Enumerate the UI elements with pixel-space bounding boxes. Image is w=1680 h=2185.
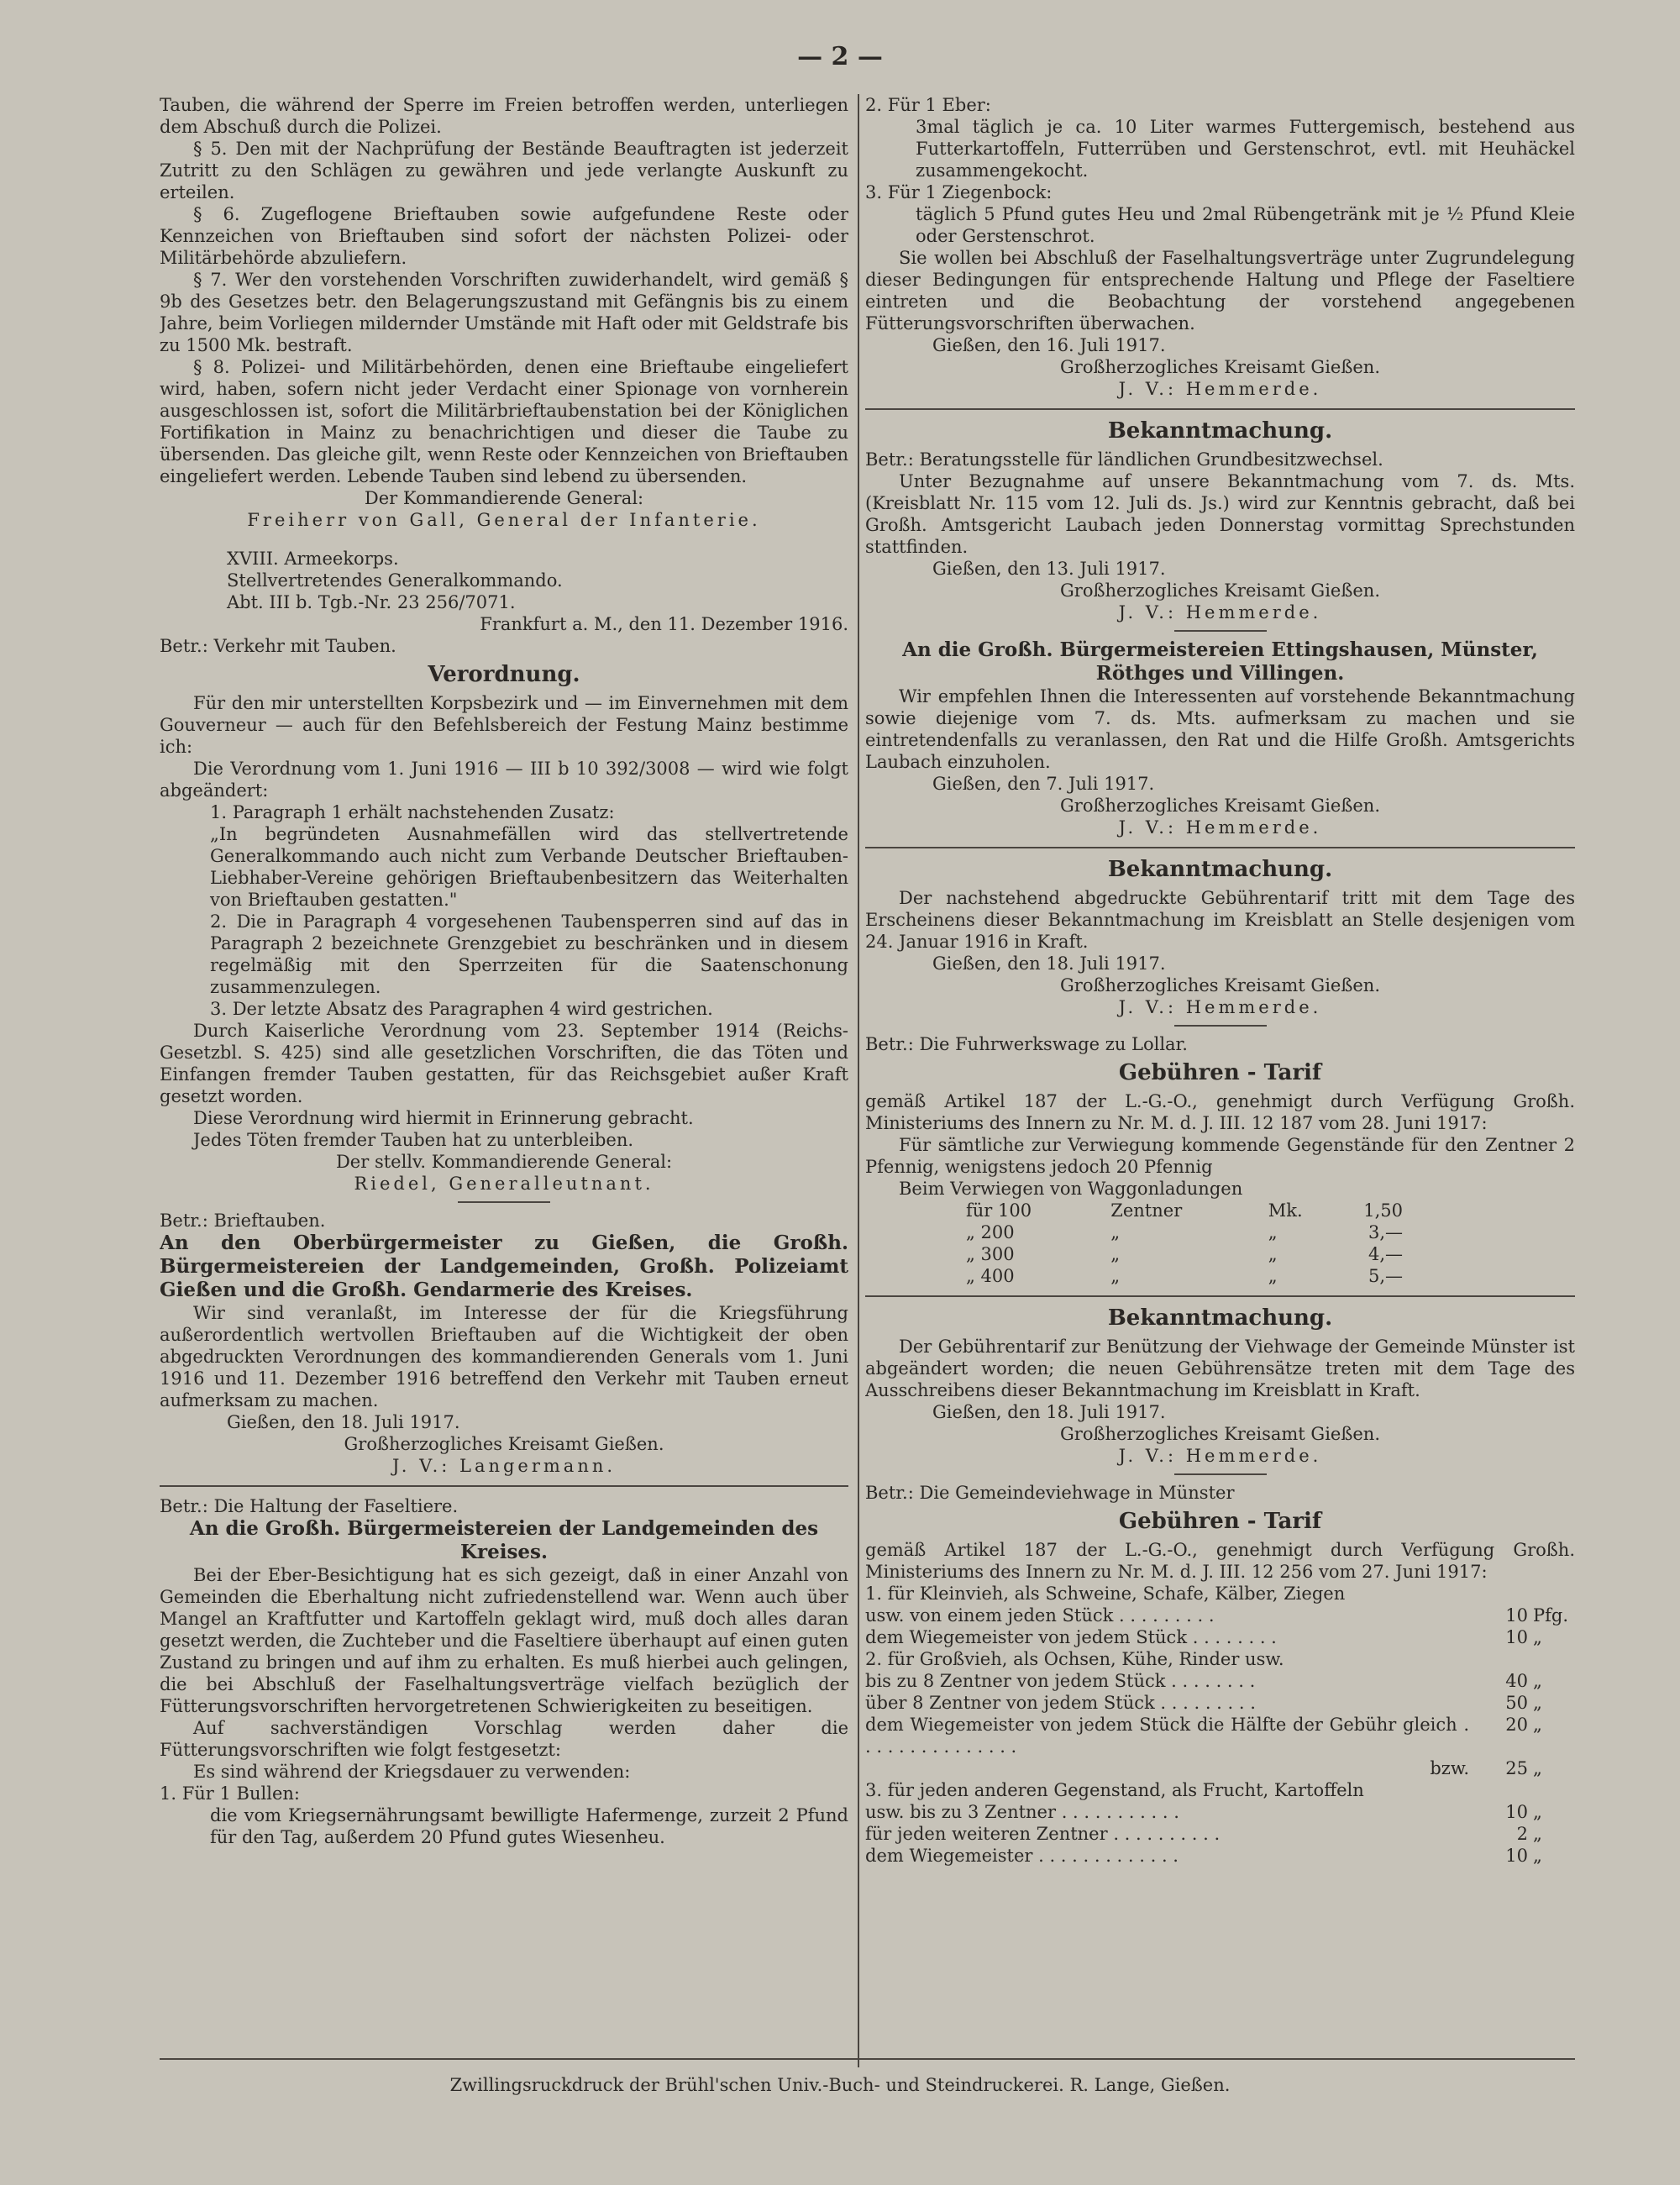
paragraph: § 7. Wer den vorstehenden Vorschriften zuwiderhandelt, wird gemäß § 9b des Gesetzes betr. den Belagerungszustand mit Gefängnis bis zu einem Jahre, beim Vorliegen mildernder Umstände mit Haft oder mit Geldstrafe bis zu 1500 Mk. bestraft. [160, 270, 848, 355]
paragraph: Bei der Eber-Besichtigung hat es sich gezeigt, daß in einer Anzahl von Gemeinden die Eberhaltung nicht zufriedenstellend war. Wenn auch über Mangel an Kraftfutter und Kartoffeln geklagt wird, muß doch alles daran gesetzt werden, die Zuchteber und die Faseltiere überhaupt auf einen guten Zustand zu bringen und auf ihm zu erhalten. Es muß hierbei auch gelingen, die bei Abschluß der Faselhaltungsverträge vielfach bezüglich der Fütterungsvorschriften hervorgetretenen Schwierigkeiten zu beseitigen. [160, 1565, 848, 1716]
date-line: Gießen, den 16. Juli 1917. [932, 335, 1166, 355]
paragraph: Wir sind veranlaßt, im Interesse der für die Kriegsführung außerordentlich wertvollen Brieftauben auf die Wichtigkeit der oben abgedruckten Verordnungen des kommandierenden Generals vom 1. Juni 1916 und 11. Dezember 1916 betreffend den Verkehr mit Tauben erneut aufmerksam zu machen. [160, 1303, 848, 1410]
date-line: Gießen, den 18. Juli 1917. [932, 953, 1166, 974]
paragraph: Für den mir unterstellten Korpsbezirk und — im Einvernehmen mit dem Gouverneur — auch für den Befehlsbereich der Festung Mainz bestimme ich: [160, 693, 848, 757]
wagon-fee-table [966, 1200, 1403, 1287]
divider [865, 408, 1575, 410]
section-heading: An die Großh. Bürgermeistereien der Landgemeinden des Kreises. [189, 1517, 819, 1563]
paragraph: gemäß Artikel 187 der L.-G.-O., genehmigt durch Verfügung Großh. Ministeriums des Innern zu Nr. M. d. J. III. 12 187 vom 28. Juni 1917: [865, 1091, 1575, 1133]
paragraph: Jedes Töten fremder Tauben hat zu unterbleiben. [193, 1130, 634, 1150]
authority-line: Großherzogliches Kreisamt Gießen. [1060, 1424, 1380, 1444]
table-row: bis zu 8 Zentner von jedem Stück . . . . . . . . 40 „ [865, 1671, 1542, 1691]
table-row: dem Wiegemeister . . . . . . . . . . . . . 10 „ [865, 1846, 1542, 1866]
signature-name: Freiherr von Gall, General der Infanterie. [247, 510, 761, 530]
signatory-line: J. V.: Hemmerde. [1118, 379, 1322, 399]
corps-line: Stellvertretendes Generalkommando. [227, 570, 563, 591]
table-row: „ 300 „ „ 4,— [966, 1244, 1403, 1264]
paragraph: § 6. Zugeflogene Brieftauben sowie aufgefundene Reste oder Kennzeichen von Brieftauben sind sofort der nächsten Polizei- oder Militärbehörde abzuliefern. [160, 204, 848, 268]
footer-rule [160, 2058, 1575, 2060]
list-item: „In begründeten Ausnahmefällen wird das stellvertretende Generalkommando auch nicht zum Verbande Deutscher Brieftauben-Liebhaber-Vereine gehörigen Brieftaubenbesitzern das Weiterhalten von Brieftauben gestatten." [210, 824, 848, 910]
paragraph: § 8. Polizei- und Militärbehörden, denen eine Brieftaube eingeliefert wird, haben, sofern nicht jeder Verdacht einer Spionage von vornherein ausgeschlossen ist, sofort die Militärbrieftaubenstation bei der Königlichen Fortifikation in Mainz zu benachrichtigen und dieser die Taube zu übersenden. Das gleiche gilt, wenn Reste oder Kennzeichen von Brieftauben eingeliefert werden. Lebende Tauben sind lebend zu übersenden. [160, 357, 848, 486]
printer-imprint: Zwillingsruckdruck der Brühl'schen Univ.-Buch- und Steindruckerei. R. Lange, Gießen. [449, 2075, 1231, 2095]
left-column [160, 94, 848, 2067]
divider [1174, 1025, 1267, 1027]
paragraph: gemäß Artikel 187 der L.-G.-O., genehmigt durch Verfügung Großh. Ministeriums des Innern zu Nr. M. d. J. III. 12 256 vom 27. Juni 1917: [865, 1540, 1575, 1582]
column-divider [858, 94, 859, 2067]
signatory-line: J. V.: Hemmerde. [1118, 997, 1322, 1017]
authority-line: Großherzogliches Kreisamt Gießen. [1060, 975, 1380, 995]
betreff-line: Betr.: Die Haltung der Faseltiere. [160, 1496, 459, 1516]
date-line: Frankfurt a. M., den 11. Dezember 1916. [480, 614, 848, 634]
signature-title: Der Kommandierende General: [364, 488, 644, 508]
paragraph: Auf sachverständigen Vorschlag werden daher die Fütterungsvorschriften wie folgt festgesetzt: [160, 1718, 848, 1760]
signatory-line: J. V.: Hemmerde. [1118, 602, 1322, 622]
corps-line: XVIII. Armeekorps. [227, 549, 399, 569]
paragraph: Unter Bezugnahme auf unsere Bekanntmachung vom 7. ds. Mts. (Kreisblatt Nr. 115 vom 12. Juli ds. Js.) wird zur Kenntnis gebracht, daß bei Großh. Amtsgericht Laubach jeden Donnerstag vormittag Sprechstunden stattfinden. [865, 471, 1575, 557]
section-heading: Bekanntmachung. [1107, 857, 1333, 882]
table-row: 3. für jeden anderen Gegenstand, als Frucht, Kartoffeln [865, 1780, 1364, 1800]
authority-line: Großherzogliches Kreisamt Gießen. [1060, 580, 1380, 601]
paragraph: Durch Kaiserliche Verordnung vom 23. September 1914 (Reichs-Gesetzbl. S. 425) sind alle gesetzlichen Vorschriften, die das Töten und Einfangen fremder Tauben gestatten, für das Reichsgebiet außer Kraft gesetzt worden. [160, 1021, 848, 1106]
divider [1174, 630, 1267, 632]
signatory-line: J. V.: Hemmerde. [1118, 817, 1322, 838]
list-item: 2. Die in Paragraph 4 vorgesehenen Taubensperren sind auf das in Paragraph 2 bezeichnete Grenzgebiet zu beschränken und in diesem regelmäßig mit den Sperrzeiten für die Saatenschonung zusammenzulegen. [210, 911, 848, 997]
date-line: Gießen, den 7. Juli 1917. [932, 774, 1155, 794]
date-line: Gießen, den 18. Juli 1917. [227, 1412, 460, 1432]
livestock-fee-table [865, 1583, 1575, 1867]
list-item: die vom Kriegsernährungsamt bewilligte Hafermenge, zurzeit 2 Pfund für den Tag, außerdem 20 Pfund gutes Wiesenheu. [210, 1805, 848, 1847]
list-item: 1. Paragraph 1 erhält nachstehenden Zusatz: [210, 802, 615, 822]
betreff-line: Betr.: Beratungsstelle für ländlichen Grundbesitzwechsel. [865, 449, 1383, 470]
authority-line: Großherzogliches Kreisamt Gießen. [1060, 796, 1380, 816]
right-column [865, 94, 1575, 2067]
list-item: 3mal täglich je ca. 10 Liter warmes Futtergemisch, bestehend aus Futterkartoffeln, Futterrüben und Gerstenschrot, evtl. mit Heuhäckel zusammengekocht. [916, 117, 1575, 181]
paragraph: Für sämtliche zur Verwiegung kommende Gegenstände für den Zentner 2 Pfennig, wenigstens jedoch 20 Pfennig [865, 1135, 1575, 1177]
table-row: dem Wiegemeister von jedem Stück die Hälfte der Gebühr gleich . . . . . . . . . . . . . . . 20 „ [865, 1715, 1542, 1757]
table-row: über 8 Zentner von jedem Stück . . . . . . . . . 50 „ [865, 1693, 1542, 1713]
paragraph: Der nachstehend abgedruckte Gebührentarif tritt mit dem Tage des Erscheinens dieser Bekanntmachung im Kreisblatt an Stelle desjenigen vom 24. Januar 1916 in Kraft. [865, 888, 1575, 952]
date-line: Gießen, den 13. Juli 1917. [932, 559, 1166, 579]
paragraph: § 5. Den mit der Nachprüfung der Bestände Beauftragten ist jederzeit Zutritt zu den Schlägen zu gewähren und jede verlangte Auskunft zu erteilen. [160, 139, 848, 202]
paragraph: Beim Verwiegen von Waggonladungen [899, 1179, 1243, 1199]
table-row: usw. von einem jeden Stück . . . . . . . . . 10 Pfg. [865, 1605, 1569, 1626]
page-number: — 2 — [797, 42, 883, 71]
divider [458, 1201, 550, 1203]
date-line: Gießen, den 18. Juli 1917. [932, 1402, 1166, 1422]
divider [865, 847, 1575, 848]
authority-line: Großherzogliches Kreisamt Gießen. [1060, 357, 1380, 377]
signature-name: Riedel, Generalleutnant. [354, 1174, 654, 1194]
section-heading: Gebühren - Tarif [1118, 1060, 1322, 1085]
list-item: 2. Für 1 Eber: [865, 95, 991, 115]
betreff-line: Betr.: Verkehr mit Tauben. [160, 636, 396, 656]
list-item: täglich 5 Pfund gutes Heu und 2mal Rübengetränk mit je ½ Pfund Kleie oder Gerstenschrot. [916, 204, 1575, 246]
paragraph: Der Gebührentarif zur Benützung der Viehwage der Gemeinde Münster ist abgeändert worden; die neuen Gebührensätze treten mit dem Tage des Ausschreibens dieser Bekanntmachung im Kreisblatt in Kraft. [865, 1337, 1575, 1400]
list-item: 1. Für 1 Bullen: [160, 1783, 300, 1804]
authority-line: Großherzogliches Kreisamt Gießen. [344, 1434, 664, 1454]
signature-title: Der stellv. Kommandierende General: [335, 1152, 673, 1172]
divider [865, 1295, 1575, 1297]
betreff-line: Betr.: Die Fuhrwerkswage zu Lollar. [865, 1034, 1188, 1054]
section-heading: Bekanntmachung. [1107, 418, 1333, 444]
paragraph: Tauben, die während der Sperre im Freien betroffen werden, unterliegen dem Abschuß durch die Polizei. [160, 95, 848, 137]
table-row: „ 200 „ „ 3,— [966, 1222, 1403, 1242]
table-row: dem Wiegemeister von jedem Stück . . . . . . . . 10 „ [865, 1627, 1542, 1647]
table-row: für jeden weiteren Zentner . . . . . . . . . . 2 „ [865, 1824, 1542, 1844]
table-row: „ 400 „ „ 5,— [966, 1266, 1403, 1286]
table-row: für 100 Zentner Mk. 1,50 [966, 1200, 1403, 1221]
section-heading: Verordnung. [428, 662, 580, 687]
divider [1174, 1473, 1267, 1475]
section-heading: Bekanntmachung. [1107, 1305, 1333, 1331]
table-row: 1. für Kleinvieh, als Schweine, Schafe, Kälber, Ziegen [865, 1584, 1346, 1604]
paragraph: Die Verordnung vom 1. Juni 1916 — III b 10 392/3008 — wird wie folgt abgeändert: [160, 759, 848, 801]
table-row: usw. bis zu 3 Zentner . . . . . . . . . . . 10 „ [865, 1802, 1542, 1822]
paragraph: Diese Verordnung wird hiermit in Erinnerung gebracht. [193, 1108, 694, 1128]
list-item: 3. Der letzte Absatz des Paragraphen 4 wird gestrichen. [210, 999, 713, 1019]
paragraph: Wir empfehlen Ihnen die Interessenten auf vorstehende Bekanntmachung sowie diejenige vom 7. ds. Mts. aufmerksam zu machen und sie eintretendenfalls zu veranlassen, den Rat und die Hilfe Großh. Amtsgerichts Laubach einzuholen. [865, 686, 1575, 772]
list-item: 3. Für 1 Ziegenbock: [865, 182, 1053, 202]
corps-line: Abt. III b. Tgb.-Nr. 23 256/7071. [227, 592, 516, 612]
paragraph: Sie wollen bei Abschluß der Faselhaltungsverträge unter Zugrundelegung dieser Bedingungen für entsprechende Haltung und Pflege der Faseltiere eintreten und die Beobachtung der vorstehend angegebenen Fütterungsvorschriften überwachen. [865, 248, 1575, 334]
signatory-line: J. V.: Hemmerde. [1118, 1446, 1322, 1466]
signatory-line: J. V.: Langermann. [391, 1456, 617, 1476]
section-heading: Gebühren - Tarif [1118, 1509, 1322, 1534]
table-row: bzw. 25 „ [1430, 1758, 1542, 1778]
divider [160, 1485, 848, 1487]
section-heading: An die Großh. Bürgermeistereien Ettingshausen, Münster, Röthges und Villingen. [902, 638, 1538, 685]
betreff-line: Betr.: Die Gemeindeviehwage in Münster [865, 1483, 1235, 1503]
table-row: 2. für Großvieh, als Ochsen, Kühe, Rinder usw. [865, 1649, 1284, 1669]
section-heading: An den Oberbürgermeister zu Gießen, die Großh. Bürgermeistereien der Landgemeinden, Großh. Polizeiamt Gießen und die Großh. Gendarmerie des Kreises. [160, 1232, 848, 1301]
paragraph: Es sind während der Kriegsdauer zu verwenden: [193, 1762, 631, 1782]
betreff-line: Betr.: Brieftauben. [160, 1211, 326, 1231]
